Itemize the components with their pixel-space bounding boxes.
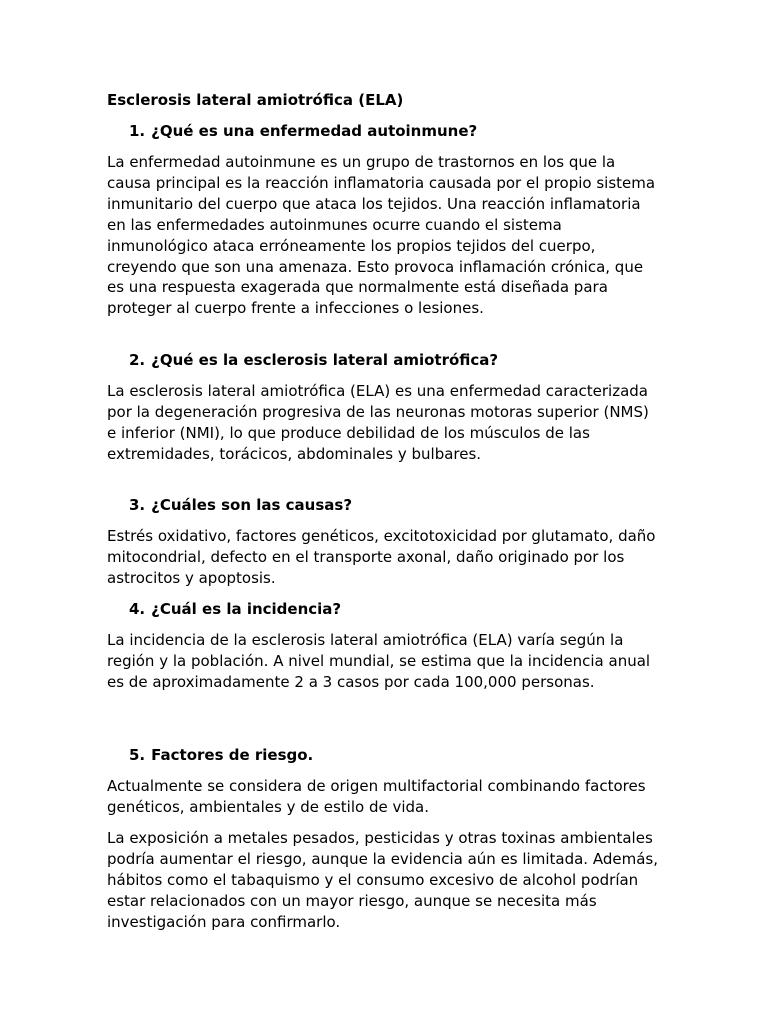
paragraph: [107, 152, 667, 319]
section-heading-4: [129, 599, 341, 620]
section-heading-2: [129, 350, 498, 371]
paragraph: [107, 776, 667, 818]
text-line: La esclerosis lateral amiotrófica (ELA) es una enfermedad caracterizada: [107, 382, 649, 400]
section-number: 1.: [129, 122, 146, 140]
text-line: en las enfermedades autoinmunes ocurre cuando el sistema: [107, 215, 562, 234]
section-heading-1: [129, 121, 477, 142]
paragraph: [107, 630, 667, 693]
text-line: estar relacionados con un mayor riesgo, aunque se necesita más: [107, 891, 597, 910]
paragraph: [107, 381, 667, 465]
text-line: proteger al cuerpo frente a infecciones o lesiones.: [107, 299, 484, 318]
text-line: extremidades, torácicos, abdominales y bulbares.: [107, 444, 482, 463]
text-line: mitocondrial, defecto en el transporte axonal, daño originado por los: [107, 547, 625, 566]
text-line: causa principal es la reacción inflamatoria causada por el propio sistema: [107, 173, 656, 192]
section-title: Factores de riesgo.: [151, 746, 314, 764]
text-line: es de aproximadamente 2 a 3 casos por cada 100,000 personas.: [107, 672, 595, 691]
section-number: 2.: [129, 351, 146, 369]
paragraph: [107, 526, 667, 589]
text-line: Actualmente se considera de origen multifactorial combinando factores: [107, 777, 646, 795]
section-title: ¿Cuál es la incidencia?: [151, 600, 342, 618]
text-line: por la degeneración progresiva de las neuronas motoras superior (NMS): [107, 402, 649, 421]
paragraph: [107, 828, 667, 933]
section-number: 3.: [129, 496, 146, 514]
text-line: Estrés oxidativo, factores genéticos, excitotoxicidad por glutamato, daño: [107, 527, 656, 545]
text-line: podría aumentar el riesgo, aunque la evidencia aún es limitada. Además,: [107, 849, 658, 868]
section-number: 5.: [129, 746, 146, 764]
text-line: genéticos, ambientales y de estilo de vida.: [107, 797, 430, 816]
text-line: La incidencia de la esclerosis lateral amiotrófica (ELA) varía según la: [107, 631, 624, 649]
section-number: 4.: [129, 600, 146, 618]
text-line: creyendo que son una amenaza. Esto provoca inflamación crónica, que: [107, 257, 644, 276]
section-heading-5: [129, 745, 313, 766]
text-line: es una respuesta exagerada que normalmente está diseñada para: [107, 278, 608, 297]
text-line: región y la población. A nivel mundial, se estima que la incidencia anual: [107, 651, 651, 670]
section-title: ¿Qué es una enfermedad autoinmune?: [151, 122, 478, 140]
text-line: inmunitario del cuerpo que ataca los tejidos. Una reacción inflamatoria: [107, 194, 641, 213]
document-title: Esclerosis lateral amiotrófica (ELA): [107, 91, 404, 109]
text-line: e inferior (NMI), lo que produce debilidad de los músculos de las: [107, 423, 590, 442]
text-line: La enfermedad autoinmune es un grupo de trastornos en los que la: [107, 153, 616, 171]
section-title: ¿Cuáles son las causas?: [151, 496, 353, 514]
text-line: La exposición a metales pesados, pesticidas y otras toxinas ambientales: [107, 829, 653, 847]
section-title: ¿Qué es la esclerosis lateral amiotrófica?: [151, 351, 499, 369]
text-line: inmunológico ataca erróneamente los propios tejidos del cuerpo,: [107, 236, 596, 255]
text-line: hábitos como el tabaquismo y el consumo excesivo de alcohol podrían: [107, 870, 639, 889]
text-line: astrocitos y apoptosis.: [107, 568, 276, 587]
text-line: investigación para confirmarlo.: [107, 912, 341, 931]
section-heading-3: [129, 495, 352, 516]
